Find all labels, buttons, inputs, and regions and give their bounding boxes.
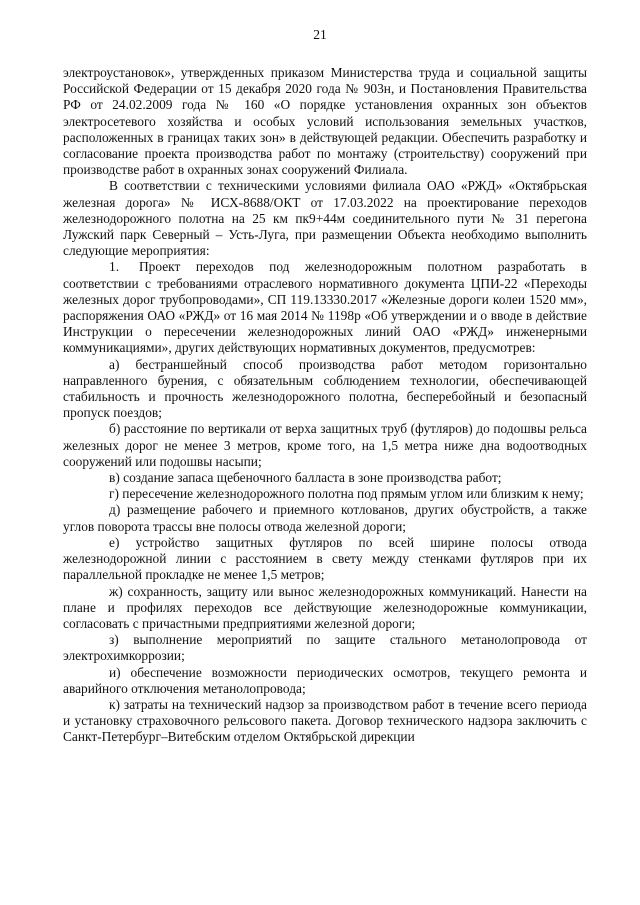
paragraph-item-e: е) устройство защитных футляров по всей ширине полосы отвода железнодорожной линии с расстоянием в свету между стенками футляров при их параллельной прокладке не менее 1,5 метров; — [63, 534, 587, 583]
paragraph-item-zh: ж) сохранность, защиту или вынос железнодорожных коммуникаций. Нанести на плане и профилях переходов все действующие железнодорожные коммуникации, согласовать с причастными предприятиями железной дороги; — [63, 583, 587, 631]
item-number: 1. — [109, 259, 120, 275]
paragraph-item-v: в) создание запаса щебеночного балласта в зоне производства работ; — [109, 470, 502, 486]
paragraph-technical-conditions: В соответствии с техническими условиями филиала ОАО «РЖД» «Октябрьская железная дорога» № ИСХ-8688/ОКТ от 17.03.2022 на проектирование переходов железнодорожного полотна на 25 км пк9+44м соединительного пути № 31 перегона Лужский парк Северный – Усть-Луга, при размещении Объекта необходимо выполнить следующие мероприятия: — [63, 178, 587, 259]
item-1-text: Проект переходов под железнодорожным полотном разработать в соответствии с требованиями отраслевого нормативного документа ЦПИ-22 «Переходы железных дорог трубопроводами», СП 119.13330.2017 «Железные дороги колеи 1520 мм», распоряжения ОАО «РЖД» от 16 мая 2014 № 1198р «Об утверждении и о вводе в действие Инструкции о пересечении железнодорожных линий ОАО «РЖД» инженерными коммуникациями», других действующих нормативных документов, предусмотрев: — [63, 259, 587, 356]
paragraph-item-z: з) выполнение мероприятий по защите стального метанолопровода от электрохимкоррозии; — [63, 632, 587, 664]
paragraph-item-i: и) обеспечение возможности периодических осмотров, текущего ремонта и аварийного отключения метанолопровода; — [63, 664, 587, 696]
paragraph-item-1 — [63, 259, 587, 356]
paragraph-item-b: б) расстояние по вертикали от верха защитных труб (футляров) до подошвы рельса железных дорог не менее 3 метров, кроме того, на 1,5 метра ниже дна водоотводных сооружений или подошвы насыпи; — [63, 421, 587, 469]
paragraph-item-k: к) затраты на технический надзор за производством работ в течение всего периода и установку страховочного рельсового пакета. Договор технического надзора заключить с Санкт-Петербург–Витебским отделом Октябрьской дирекции — [63, 696, 587, 745]
paragraph-item-d: д) размещение рабочего и приемного котлованов, других обустройств, а также углов поворота трассы вне полосы отвода железной дороги; — [63, 502, 587, 534]
paragraph-item-a: а) бестраншейный способ производства работ методом горизонтально направленного бурения, с обязательным соблюдением технологии, обеспечивающей стабильность и прочность железнодорожного полотна, бесперебойный и безопасный пропуск поездов; — [63, 356, 587, 421]
page-number: 21 — [313, 27, 327, 42]
paragraph-item-g: г) пересечение железнодорожного полотна под прямым углом или близким к нему; — [109, 486, 584, 502]
paragraph-electrical-rules: электроустановок», утвержденных приказом Министерства труда и социальной защиты Российской Федерации от 15 декабря 2020 года № 903н, и Постановления Правительства РФ от 24.02.2009 года № 160 «О порядке установления охранных зон объектов электросетевого хозяйства и особых условий использования земельных участков, расположенных в границах таких зон» в действующей редакции. Обеспечить разработку и согласование проекта производства работ по монтажу (строительству) сооружений при производстве работ в охранных зонах сооружений Филиала. — [63, 65, 587, 178]
document-body — [63, 65, 587, 746]
